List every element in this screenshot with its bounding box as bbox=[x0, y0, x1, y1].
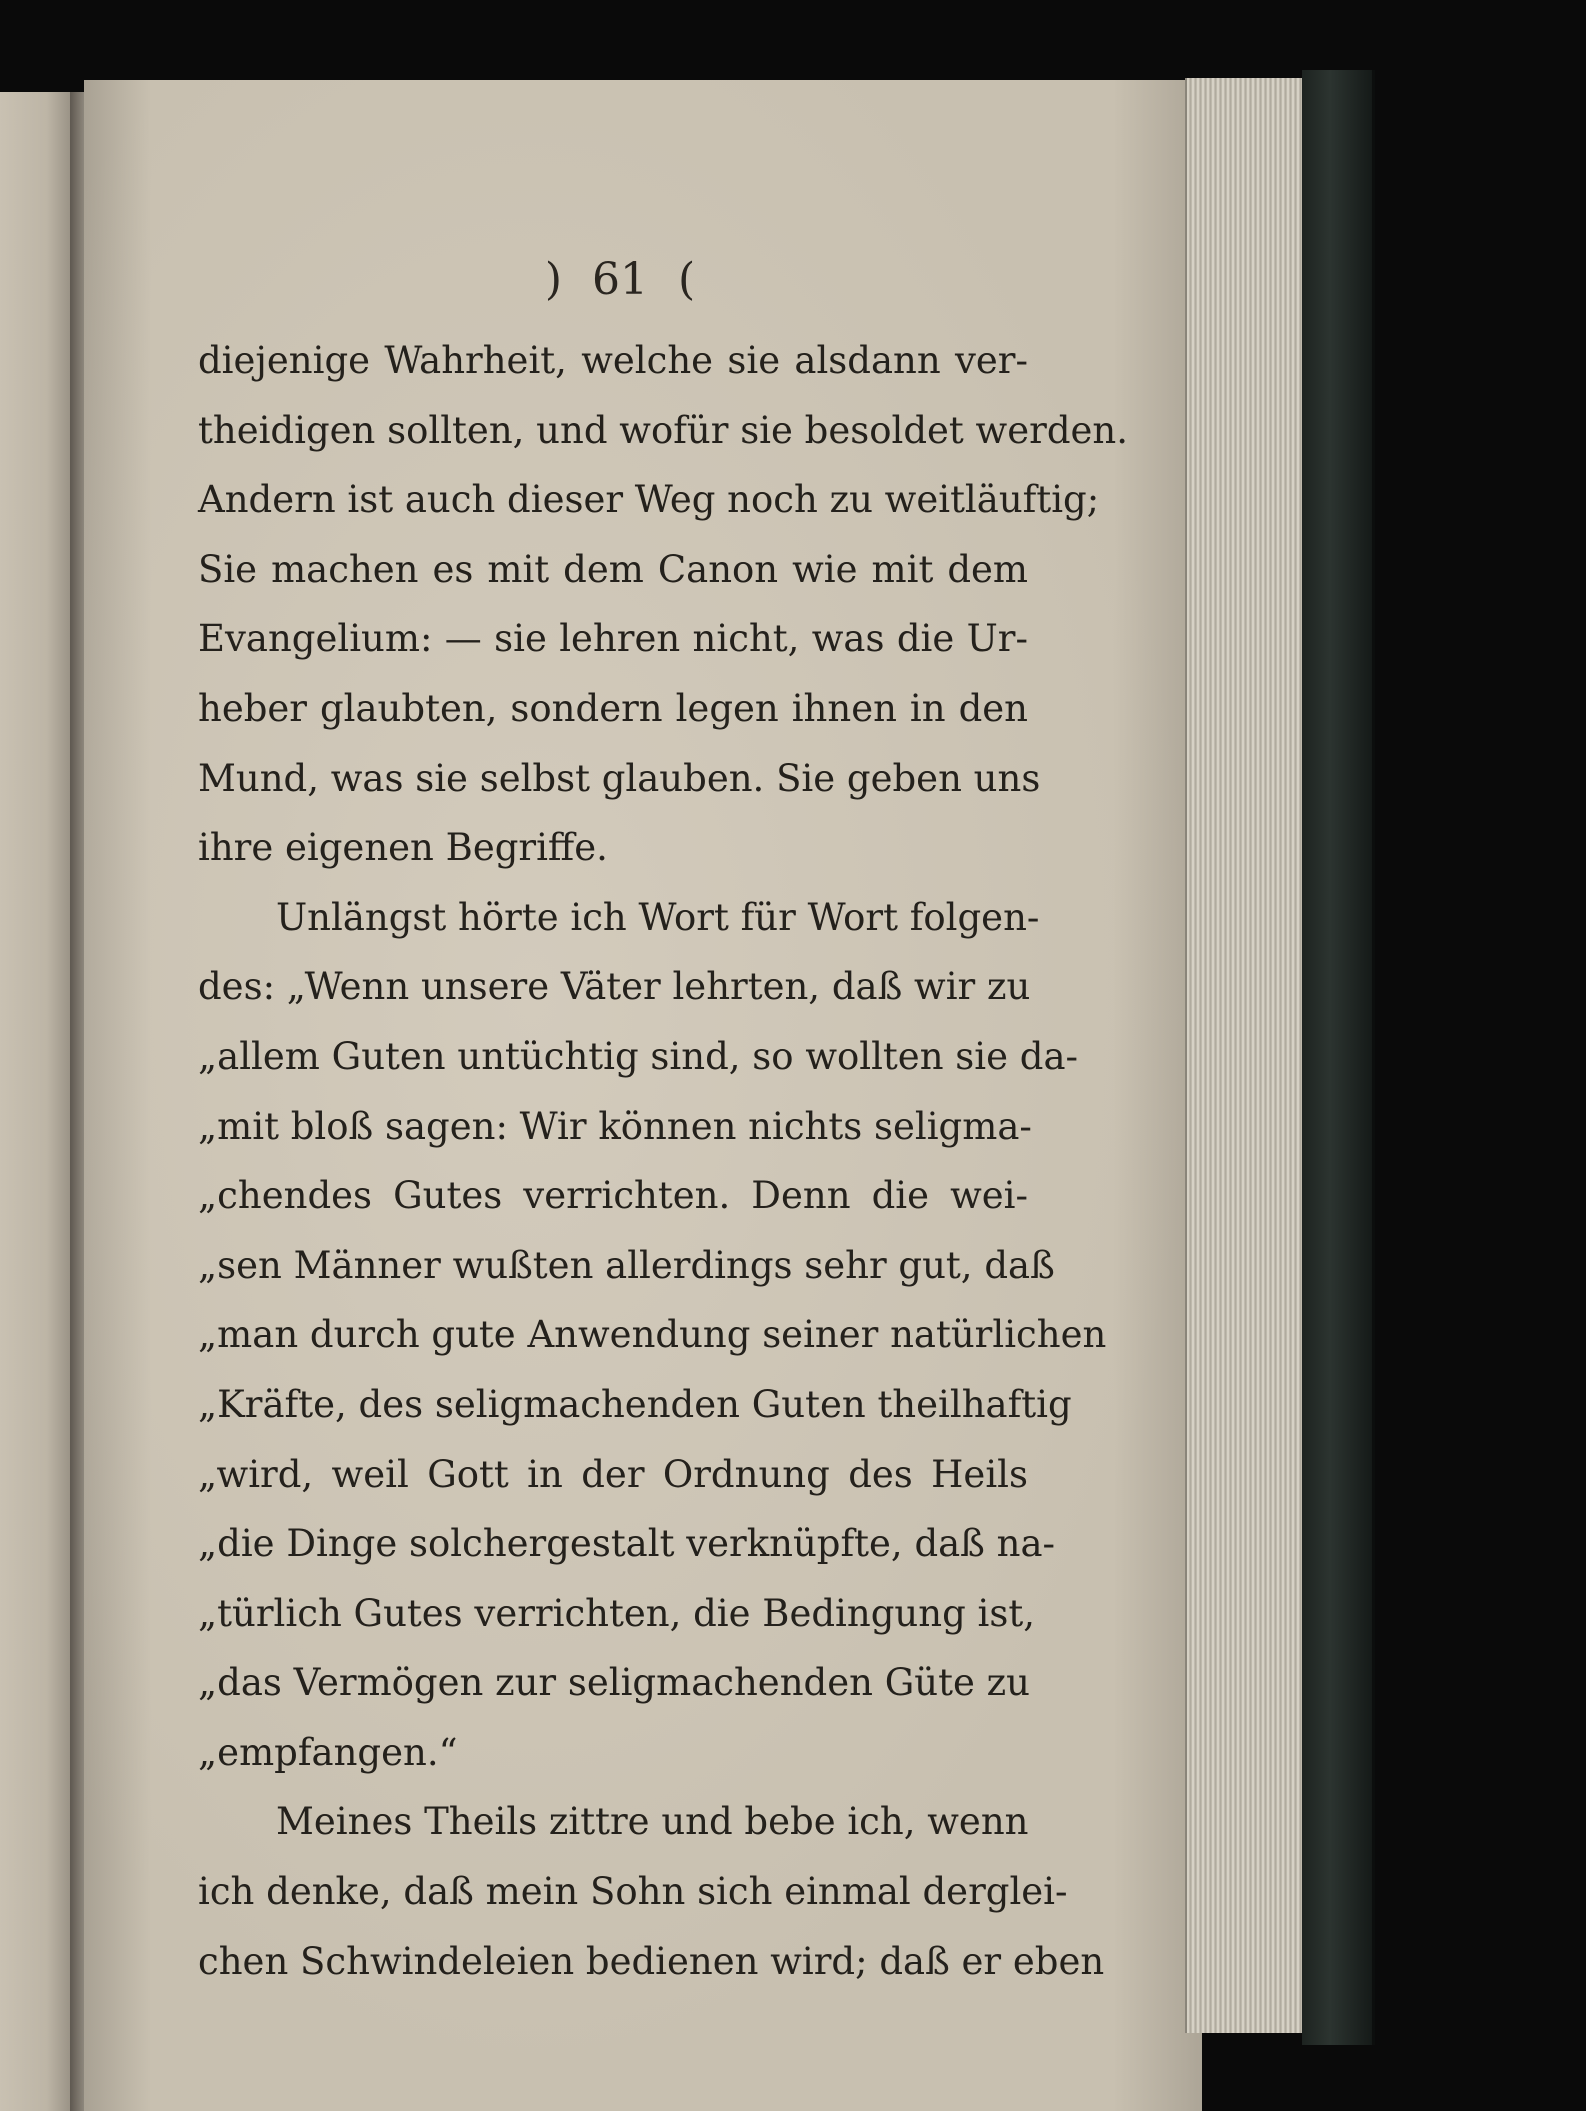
header-bracket-left: ) bbox=[544, 253, 562, 305]
text-line: des: „Wenn unsere Väter lehrten, daß wir zu bbox=[198, 965, 1031, 1009]
header-bracket-right: ( bbox=[678, 253, 696, 305]
text-line: diejenige Wahrheit, welche sie alsdann ver- bbox=[198, 339, 1028, 382]
text-line: „mit bloß sagen: Wir können nichts seligma- bbox=[198, 1104, 1032, 1148]
text-line: chen Schwindeleien bedienen wird; daß er eben bbox=[198, 1939, 1105, 1983]
text-line: Sie machen es mit dem Canon wie mit dem bbox=[198, 547, 1028, 591]
text-line: ich denke, daß mein Sohn sich einmal derglei- bbox=[198, 1870, 1068, 1914]
text-line: Meines Theils zittre und bebe ich, wenn bbox=[276, 1800, 1029, 1844]
text-line: Andern ist auch dieser Weg noch zu weitläuftig; bbox=[198, 478, 1100, 522]
page-number: 61 bbox=[592, 253, 648, 305]
text-line: Unlängst hörte ich Wort für Wort folgen- bbox=[276, 895, 1040, 939]
text-line: „die Dinge solchergestalt verknüpfte, daß na- bbox=[198, 1522, 1056, 1566]
page-block-edges bbox=[1185, 78, 1307, 2033]
text-line: „türlich Gutes verrichten, die Bedingung ist, bbox=[198, 1591, 1035, 1635]
book-cover-edge bbox=[1302, 70, 1375, 2045]
text-line: Evangelium: — sie lehren nicht, was die Ur- bbox=[198, 617, 1028, 661]
left-facing-page bbox=[0, 92, 78, 2111]
page-header bbox=[470, 244, 770, 314]
text-line: ihre eigenen Begriffe. bbox=[198, 826, 608, 870]
text-line: heber glaubten, sondern legen ihnen in den bbox=[198, 686, 1028, 730]
text-line: „wird, weil Gott in der Ordnung des Heils bbox=[198, 1452, 1028, 1496]
text-line: theidigen sollten, und wofür sie besoldet werden. bbox=[198, 408, 1128, 452]
text-line: „allem Guten untüchtig sind, so wollten sie da- bbox=[198, 1034, 1079, 1078]
text-line: Mund, was sie selbst glauben. Sie geben uns bbox=[198, 756, 1041, 800]
body-text bbox=[198, 326, 1128, 1996]
text-line: „empfangen.“ bbox=[198, 1730, 458, 1774]
text-line: „man durch gute Anwendung seiner natürlichen bbox=[198, 1313, 1107, 1357]
text-line: „Kräfte, des seligmachenden Guten theilhaftig bbox=[198, 1382, 1072, 1426]
text-line: „chendes Gutes verrichten. Denn die wei- bbox=[198, 1174, 1028, 1218]
text-line: „das Vermögen zur seligmachenden Güte zu bbox=[198, 1661, 1030, 1705]
text-line: „sen Männer wußten allerdings sehr gut, daß bbox=[198, 1243, 1055, 1287]
